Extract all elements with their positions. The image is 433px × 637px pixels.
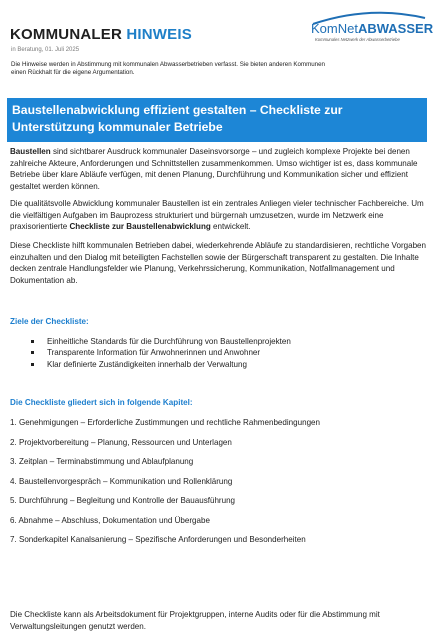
title-banner bbox=[7, 98, 427, 142]
document-header bbox=[10, 26, 192, 43]
bullet-icon bbox=[31, 363, 34, 366]
logo-tagline: Kommunales Netzwerk der Abwasserbetriebe bbox=[315, 37, 400, 42]
paragraph-text: Die qualitätsvolle Abwicklung kommunaler Baustellen ist ein zentrales Anliegen vieler technischer Fachbereiche. Um die vielfältigen Aufgaben im Bauprozess strukturiert und bürgernah umzusetzen, wurde im Netzwerk eine praxisorientierte bbox=[10, 199, 424, 232]
list-item bbox=[31, 336, 291, 347]
status-line: in Beratung, 01. Juli 2025 bbox=[11, 47, 80, 53]
bullet-icon bbox=[31, 340, 34, 343]
chapter-item: 4. Baustellenvorgespräch – Kommunikation und Rollenklärung bbox=[10, 476, 233, 486]
bullet-icon bbox=[31, 351, 34, 354]
paragraph-text: sind sichtbarer Ausdruck kommunaler Daseinsvorsorge – und zugleich komplexe Projekte bei denen zahlreiche Akteure, Anforderungen und Schnittstellen zusammenkommen. Umso wichtiger ist es, dass kommunale Betriebe über klare Abläufe verfügen, mit denen Planung, Durchführung und Kommunikation sicher und effizient gestaltet werden können. bbox=[10, 147, 418, 191]
chapter-item: 3. Zeitplan – Terminabstimmung und Ablaufplanung bbox=[10, 457, 194, 466]
logo-wordmark bbox=[311, 21, 433, 36]
list-item bbox=[31, 347, 291, 358]
chapter-item: 1. Genehmigungen – Erforderliche Zustimmungen und rechtliche Rahmenbedingungen bbox=[10, 418, 320, 427]
logo-part-komnet: KomNet bbox=[311, 21, 358, 36]
paragraph-bold-term: Baustellen bbox=[10, 147, 51, 156]
chapter-item: 6. Abnahme – Abschluss, Dokumentation und Übergabe bbox=[10, 515, 210, 525]
komnet-logo bbox=[309, 9, 433, 51]
paragraph-checkliste: Diese Checkliste hilft kommunalen Betrieben dabei, wiederkehrende Abläufe zu standardisieren, rechtliche Vorgaben einzuhalten und den Dialog mit beteiligten Fachstellen sowie der Bürgerschaft transparent zu gestalten. Die Inhalte decken zentrale Handlungsfelder wie Planung, Verkehrssicherung, Kommunikation, Notfallmanagement und Dokumentation ab. bbox=[10, 241, 427, 285]
chapter-item: 5. Durchführung – Begleitung und Kontrolle der Bauausführung bbox=[10, 496, 236, 505]
list-item-text: Transparente Information für Anwohnerinnen und Anwohner bbox=[47, 348, 261, 358]
title-word-hinweis: HINWEIS bbox=[126, 26, 192, 43]
paragraph-bold-checklist: Checkliste zur Baustellenabwicklung bbox=[69, 222, 211, 232]
chapters-heading: Die Checkliste gliedert sich in folgende Kapitel: bbox=[10, 398, 193, 407]
title-word-kommunaler: KOMMUNALER bbox=[10, 26, 122, 43]
list-item bbox=[31, 359, 291, 370]
chapters-list bbox=[10, 417, 320, 554]
chapter-item: 7. Sonderkapitel Kanalsanierung – Spezifische Anforderungen und Besonderheiten bbox=[10, 535, 306, 544]
list-item-text: Klar definierte Zuständigkeiten innerhalb der Verwaltung bbox=[47, 359, 247, 369]
banner-title: Baustellenabwicklung effizient gestalten – Checkliste zur Unterstützung kommunaler Betriebe bbox=[12, 103, 343, 134]
paragraph-text-end: entwickelt. bbox=[210, 222, 251, 232]
intro-note: Die Hinweise werden in Abstimmung mit kommunalen Abwasserbetrieben verfasst. Sie bieten anderen Kommunen einen Rückhalt für die eigene Argumentation. bbox=[11, 61, 326, 76]
chapter-item: 2. Projektvorbereitung – Planung, Ressourcen und Unterlagen bbox=[10, 437, 232, 447]
list-item-text: Einheitliche Standards für die Durchführung von Baustellenprojekten bbox=[47, 337, 291, 346]
document-title bbox=[10, 26, 192, 43]
closing-paragraph: Die Checkliste kann als Arbeitsdokument für Projektgruppen, interne Audits oder für die Abstimmung mit Verwaltungsleitungen genutzt werden. bbox=[10, 610, 380, 631]
goals-list bbox=[31, 336, 291, 370]
goals-heading: Ziele der Checkliste: bbox=[10, 317, 89, 326]
logo-part-abwasser: ABWASSER bbox=[357, 21, 433, 36]
paragraph-baustellen bbox=[10, 146, 427, 192]
paragraph-abwicklung bbox=[10, 198, 427, 233]
